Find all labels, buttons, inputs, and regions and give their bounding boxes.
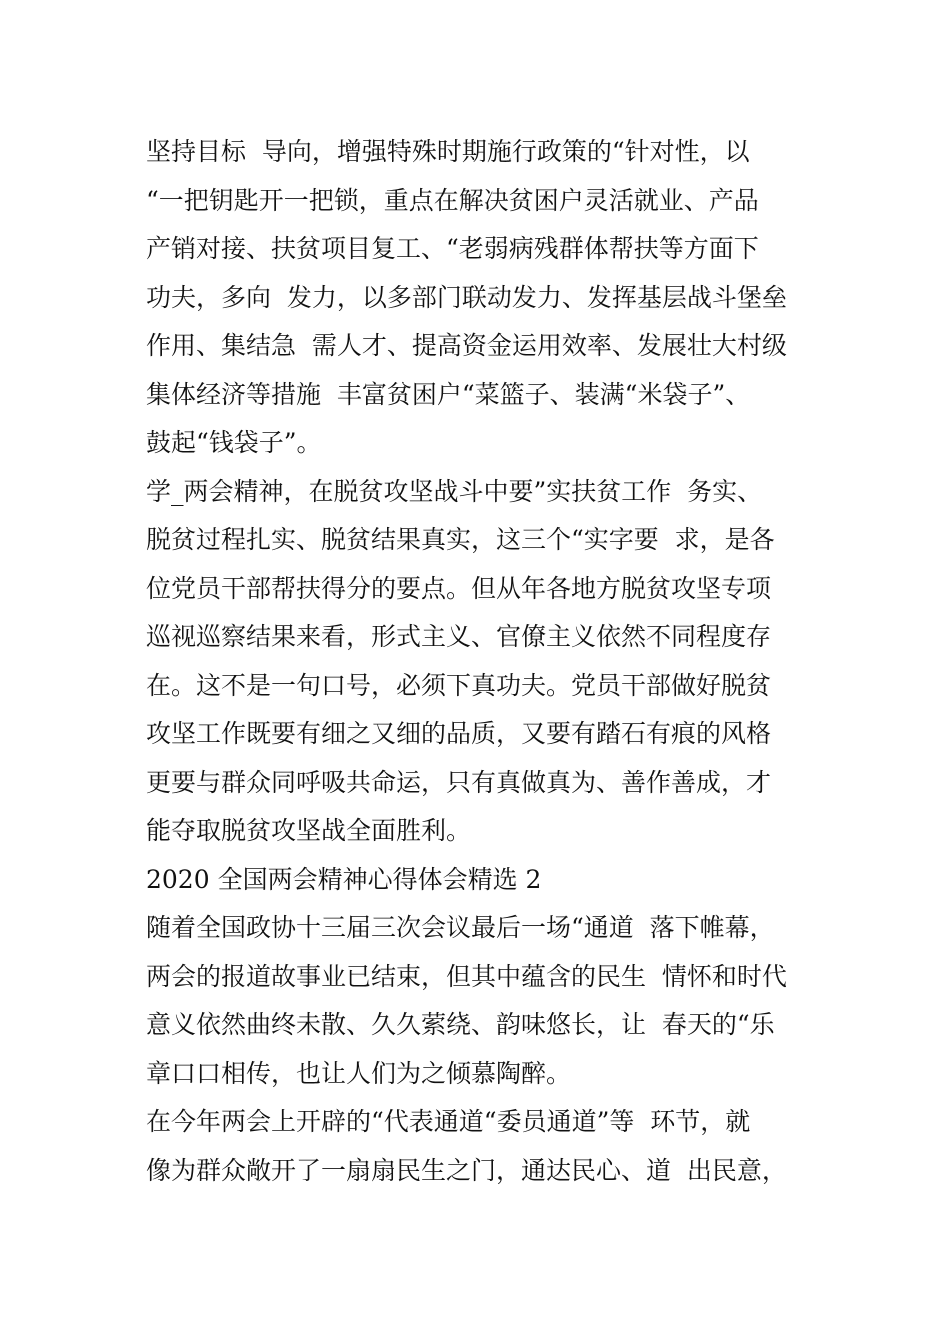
text-line: 坚持目标 导向，增强特殊时期施行政策的“针对性，以 (146, 137, 750, 166)
section-heading: 2020 全国两会精神心得体会精选 2 (146, 864, 542, 894)
text-line: 在今年两会上开辟的“代表通道“委员通道”等 环节，就 (146, 1107, 751, 1136)
text-line: 能夺取脱贫攻坚战全面胜利。 (146, 816, 472, 845)
text-line: 攻坚工作既要有细之又细的品质，又要有踏石有痕的风格 (146, 719, 772, 748)
text-line: 鼓起“钱袋子”。 (146, 428, 322, 457)
text-line: “一把钥匙开一把锁，重点在解决贫困户灵活就业、产品 (146, 185, 759, 215)
text-line: 功夫，多向 发力，以多部门联动发力、发挥基层战斗堡垒 (146, 282, 787, 312)
text-line: 在。这不是一句口号，必须下真功夫。党员干部做好脱贫 (146, 670, 772, 700)
text-line: 巡视巡察结果来看，形式主义、官僚主义依然不同程度存 (146, 622, 772, 651)
text-line: 章口口相传，也让人们为之倾慕陶醉。 (146, 1058, 572, 1088)
text-line: 产销对接、扶贫项目复工、“老弱病残群体帮扶等方面下 (146, 234, 759, 263)
text-line: 随着全国政协十三届三次会议最后一场“通道 落下帷幕， (146, 913, 775, 942)
text-line: 位党员干部帮扶得分的要点。但从年各地方脱贫攻坚专项 (146, 573, 772, 603)
text-line: 两会的报道故事业已结束，但其中蕴含的民生 情怀和时代 (146, 961, 787, 991)
text-line: 像为群众敞开了一扇扇民生之门，通达民心、道 出民意， (146, 1155, 787, 1185)
text-line: 脱贫过程扎实、脱贫结果真实，这三个“实字要 求，是各 (146, 525, 775, 554)
text-line: 意义依然曲终未散、久久萦绕、韵味悠长，让 春天的“乐 (146, 1010, 775, 1039)
text-line: 更要与群众同呼吸共命运，只有真做真为、善作善成，才 (146, 767, 772, 797)
text-line: 集体经济等措施 丰富贫困户“菜篮子、装满“米袋子”、 (146, 379, 751, 409)
text-line: 作用、集结急 需人才、提高资金运用效率、发展壮大村级 (146, 331, 787, 360)
document-body (146, 128, 816, 1195)
text-line: 学_两会精神，在脱贫攻坚战斗中要”实扶贫工作 务实、 (146, 476, 763, 506)
